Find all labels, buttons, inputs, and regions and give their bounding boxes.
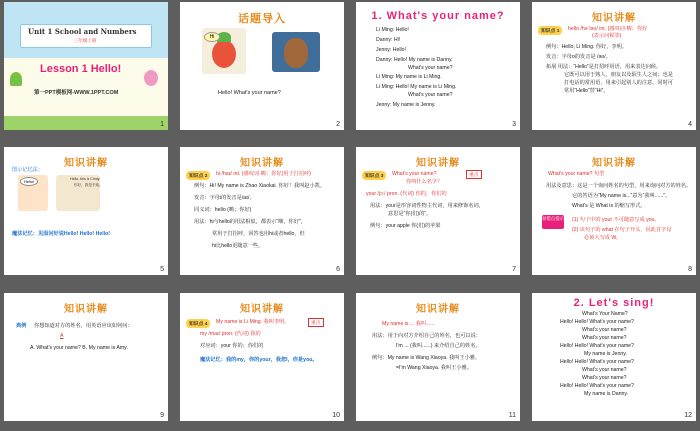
- slide-title: 知识讲解: [592, 158, 636, 169]
- slide-number: 2: [336, 121, 340, 128]
- slide-title: 知识讲解: [64, 158, 108, 169]
- explanation-line: I'm ... (我叫......) 来介绍自己的姓名。: [396, 343, 481, 349]
- dialogue-line: Jenny: Hello!: [376, 47, 406, 53]
- song-line: Hello! Hello! What's your name?: [560, 359, 634, 365]
- magic-memory-tip: 魔法记忆：我的my，你的your，我您I，你是you。: [200, 357, 318, 363]
- explanation-line: 例句：Hello, Li Ming. 你好，李明。: [546, 44, 627, 50]
- song-line: Hello! Hello! What's your name?: [560, 319, 634, 325]
- explanation-line: 常用于打招呼，回答也用hi或者hello，但: [212, 231, 305, 237]
- knowledge-point-tag: 知识点 1: [538, 26, 562, 35]
- flower-decoration: [144, 70, 158, 86]
- answer-options: A. What's your name? B. My name is Amy.: [30, 345, 128, 351]
- explanation-line: 用法及意思：这是一个询问姓名的句型，用来询问对方的姓名。: [546, 183, 692, 189]
- phrase-heading: What's your name?: [392, 171, 437, 177]
- word-heading-note: (表示问候等): [592, 33, 622, 39]
- slide-title: 知识讲解: [416, 158, 460, 169]
- slide-number: 4: [688, 121, 692, 128]
- word-heading: hello /həˈləʊ/ int. (感叹词·嗨；你好: [568, 26, 648, 32]
- slide-number: 11: [508, 412, 516, 419]
- song-line: What's your name?: [582, 335, 627, 341]
- slide-thumbnail-7[interactable]: [356, 147, 520, 275]
- slide-thumbnail-1[interactable]: [4, 2, 168, 130]
- speech-bubble: Hello!: [20, 177, 38, 186]
- slide-thumbnail-4[interactable]: [532, 2, 696, 130]
- explanation-line: 常用“Hello”替“Hi”。: [564, 88, 609, 94]
- lesson-title: Lesson 1 Hello!: [40, 63, 122, 75]
- dialogue-line: Jenny: My name is Jenny.: [376, 102, 436, 108]
- slide-thumbnail-9[interactable]: [4, 293, 168, 421]
- knowledge-point-tag: 知识点 2: [186, 171, 210, 180]
- dialogue-line: Danny: Hi!: [376, 37, 401, 43]
- warning-line: 必须大写成 W。: [584, 235, 622, 241]
- speech-bubble: Hello, this is Cindy.: [70, 177, 101, 181]
- song-line: What's your name?: [582, 327, 627, 333]
- explanation-line: 拓展 用法：“Hello”是打招呼用语，用来表达问候。: [546, 64, 662, 70]
- word-definition: my /maɪ/ pron. (代词) 我的: [200, 331, 261, 337]
- slide-number: 9: [160, 412, 164, 419]
- explanation-line: 对应词：your 你的；你们的: [200, 343, 264, 349]
- slide-number: 3: [512, 121, 516, 128]
- slide-title: 2. Let's sing!: [573, 297, 655, 309]
- slide-thumbnail-3[interactable]: [356, 2, 520, 130]
- key-point-badge: 重点: [308, 318, 324, 327]
- phrase-heading: My name is Li Ming. 我叫李明。: [216, 319, 290, 325]
- mistake-warning-badge: 易错点提示: [542, 215, 564, 229]
- key-point-badge: 重点: [466, 170, 482, 179]
- cartoon-bear-image: [272, 32, 320, 72]
- warning-line: (2) 该句子的 what 在句子开头，因此首字母: [572, 227, 672, 233]
- speech-bubble-translation: 你好，我是辛迪。: [74, 183, 103, 187]
- explanation-line: 同义词：hello (嗨；你好): [194, 207, 252, 213]
- flower-decoration: [10, 72, 22, 86]
- slide-title: 知识讲解: [592, 13, 636, 24]
- explanation-line: 它既可以用于熟人、朋友以及陌生人之间；也是: [564, 72, 673, 78]
- slide-thumbnail-10[interactable]: [180, 293, 344, 421]
- cartoon-radish-image: [202, 28, 246, 74]
- word-definition: your /jɔː/ pron. (代词) 你的，你们的: [366, 191, 447, 197]
- magic-memory-tip: 魔法记忆：见面问好说Hello! Hello! Hello!: [12, 231, 110, 237]
- dialogue-line: Li Ming: Hello!: [376, 27, 409, 33]
- knowledge-point-tag: 知识点 3: [362, 171, 386, 180]
- song-line: Hello! Hello! What's your name?: [560, 343, 634, 349]
- slide-thumbnail-6[interactable]: [180, 147, 344, 275]
- slide-thumbnail-11[interactable]: [356, 293, 520, 421]
- cartoon-phone-image: [56, 175, 103, 211]
- example-label: 典例: [16, 323, 27, 329]
- explanation-line: 打电话的常用语，用来引起别人的注意。同时可: [564, 80, 673, 86]
- grade-subtitle: 三年级上册: [74, 38, 97, 43]
- explanation-line: 意思是“你(们)的”。: [388, 211, 432, 217]
- song-line: What's your name?: [582, 367, 627, 373]
- song-line: Hello! Hello! What's your name?: [560, 383, 634, 389]
- dialogue-line: Li Ming: My name is Li Ming.: [376, 74, 442, 80]
- slide-thumbnail-12[interactable]: [532, 293, 696, 421]
- slide-title: 知识讲解: [64, 304, 108, 315]
- dialogue-line: Li Ming: Hello! My name is Li Ming.: [376, 84, 457, 90]
- caption-text: Hello! What's your name?: [218, 90, 281, 96]
- slide-number: 8: [688, 266, 692, 273]
- dialogue-line: Danny: Hello! My name is Danny.: [376, 57, 453, 63]
- pattern-heading: What's your name? 句型: [548, 171, 605, 177]
- slide-number: 10: [332, 412, 340, 419]
- slide-number: 7: [512, 266, 516, 273]
- slide-number: 12: [684, 412, 692, 419]
- explanation-line: 它的答语为“My name is...”意为“我叫......”。: [572, 193, 671, 199]
- explanation-line: hi比hello更随意一些。: [212, 243, 264, 249]
- song-line: What's your name?: [582, 375, 627, 381]
- slide-thumbnail-5[interactable]: [4, 147, 168, 275]
- slide-title: 话题导入: [238, 12, 286, 25]
- word-heading: hi /haɪ/ int. (感叹词·嗨；你好(用于打招呼): [216, 171, 311, 177]
- slide-title: 知识讲解: [240, 158, 284, 169]
- pattern-heading: My name is ... 我叫......: [382, 321, 435, 327]
- explanation-line: 用法：用于向对方介绍自己的姓名，也可以说：: [372, 333, 481, 339]
- explanation-line: =I'm Wang Xiaoya. 我叫王小雅。: [396, 365, 472, 371]
- explanation-line: 发音：字母i的发音是/aɪ/。: [194, 195, 255, 201]
- slide-title: 知识讲解: [240, 304, 284, 315]
- slide-thumbnail-2[interactable]: [180, 2, 344, 130]
- song-line: What's Your Name?: [582, 311, 628, 317]
- footer-text: 第一PPT模板网-WWW.1PPT.COM: [34, 90, 119, 96]
- dialogue-line: What's your name?: [408, 65, 453, 71]
- slide-number: 6: [336, 266, 340, 273]
- slide-number: 1: [160, 121, 164, 128]
- grass-decoration: [4, 116, 168, 130]
- explanation-line: 例句：My name is Wang Xiaoya. 我叫王小雅。: [372, 355, 481, 361]
- knowledge-point-tag: 知识点 4: [186, 319, 210, 328]
- explanation-line: 发音：字母o的发音是 /əʊ/。: [546, 54, 611, 60]
- song-line: My name is Danny.: [584, 391, 629, 397]
- warning-line: (1) 句子中的 your 不可随意写成 you。: [572, 217, 660, 223]
- slide-title: 1. What's your name?: [371, 10, 505, 22]
- answer-text: A: [60, 333, 64, 339]
- explanation-line: 例句：your apple 你(们)的苹果: [370, 223, 441, 229]
- slide-thumbnail-8[interactable]: [532, 147, 696, 275]
- slide-title: 知识讲解: [416, 304, 460, 315]
- cartoon-girl-image: [18, 175, 48, 211]
- explanation-line: What's 是 What is 的缩写形式。: [572, 203, 646, 209]
- explanation-line: 用法：your是形容词性物主代词，用来修饰名词，: [370, 203, 484, 209]
- song-line: My name is Jenny.: [584, 351, 627, 357]
- slide-number: 5: [160, 266, 164, 273]
- explanation-line: 例句：Hi! My name is Zhao Xiaokai. 你好！我叫赵小凯。: [194, 183, 326, 189]
- dialogue-line: What's your name?: [408, 92, 453, 98]
- question-text: 你想知道对方的姓名，用英语应该如何问：: [34, 323, 133, 329]
- explanation-line: 用法：hi与hello的用法相似，都表示“嗨，你好”，: [194, 219, 306, 225]
- speech-bubble: Hi: [204, 32, 220, 42]
- tip-label: 图示记忆法：: [12, 167, 44, 173]
- phrase-translation: 你叫什么名字？: [406, 179, 443, 185]
- unit-title: Unit 1 School and Numbers: [28, 27, 137, 36]
